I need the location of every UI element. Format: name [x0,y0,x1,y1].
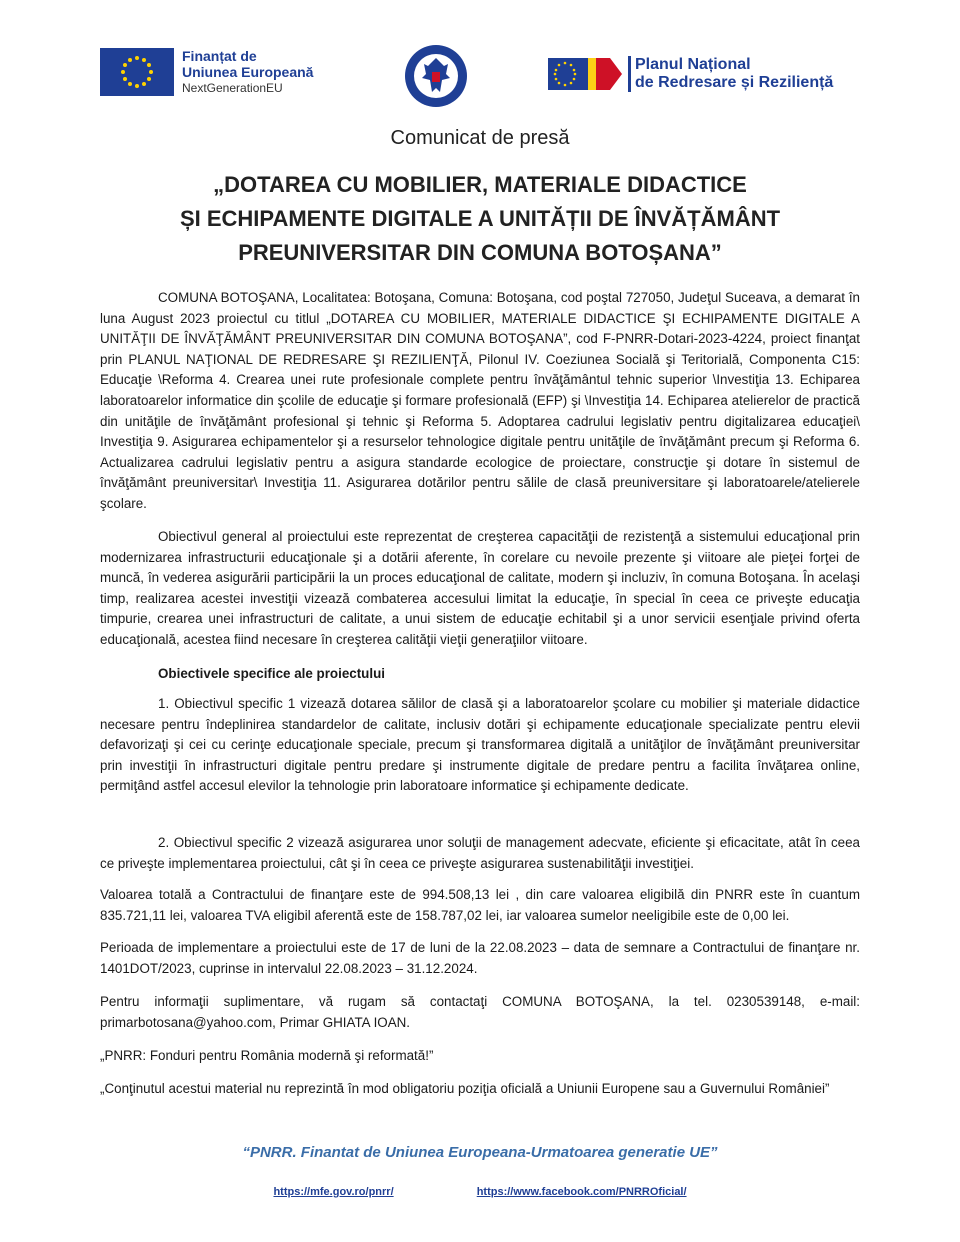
page-header [0,0,960,120]
footer-links [0,1186,960,1198]
paragraph-pnrr-slogan: „PNRR: Fonduri pentru România modernă şi reformată!” [100,1048,434,1063]
mfe-pnrr-link[interactable]: https://mfe.gov.ro/pnrr/ [273,1186,394,1198]
eu-logo [100,48,313,96]
paragraph-contract-value: Valoarea totală a Contractului de finanţare este de 994.508,13 lei , din care valoarea eligibilă din PNRR este în cuantum 835.721,11 lei, valoarea TVA eligibil aferentă este de 158.787,02 lei, iar valoarea sumelor neeligibile este de 0,00 lei. [100,887,860,923]
eu-flag-icon [100,48,174,96]
paragraph-disclaimer: „Conţinutul acestui material nu reprezintă în mod obligatoriu poziţia oficială a Uniunii Europene sau a Guvernului României” [100,1081,830,1096]
pnrr-logo [548,54,833,94]
pnrr-logo-line2: de Redresare și Reziliență [635,74,834,91]
title-line2: ȘI ECHIPAMENTE DIGITALE A UNITĂȚII DE ÎNVĂȚĂMÂNT [179,206,781,231]
eu-logo-line1: Finanțat de [182,48,257,64]
pnrr-flag-icon [548,54,624,94]
title-line3: PREUNIVERSITAR DIN COMUNA BOTOȘANA” [238,240,722,265]
pnrr-logo-line1: Planul Național [635,56,751,73]
section-heading-specific-objectives: Obiectivele specifice ale proiectului [158,666,385,681]
paragraph-contact-info: Pentru informaţii suplimentare, vă rugam să contactaţi COMUNA BOTOŞANA, la tel. 0230539148, e-mail: primarbotosana@yahoo.com, Primar GHIATA IOAN. [100,994,860,1030]
paragraph-specific-objective-1: 1. Obiectivul specific 1 vizează dotarea sălilor de clasă şi a laboratoarelor şcolare cu mobilier şi materiale didactice necesare pentru îndeplinirea standardelor de calitate, inclusiv dotări şi echipamente educaţionale specializate pentru elevii defavorizaţi şi cei cu cerinţe educaţionale speciale, precum şi transformarea digitală a unităţilor de învăţământ preuniversitar prin investiţii în infrastructuri digitale pentru predare şi instrumente digitale de predare pentru a facilita învăţarea online, permiţând astfel accesul elevilor la tehnologie prin laboratoare informatice şi echipamente dedicate. [100,696,860,794]
eu-logo-line3: NextGenerationEU [182,81,283,95]
document-subtitle: Comunicat de presă [390,127,570,149]
paragraph-specific-objective-2: 2. Obiectivul specific 2 vizează asigurarea unor soluţii de management adecvate, eficiente şi eficacitate, atât în ceea ce priveşte implementarea proiectului, cât şi în ceea ce priveşte asigurarea sustenabilităţii investiţiei. [100,835,860,871]
paragraph-project-intro: COMUNA BOTOŞANA, Localitatea: Botoşana, Comuna: Botoşana, cod poştal 727050, Judeţul Suceava, a demarat în luna August 2023 proiectul cu titlul „DOTAREA CU MOBILIER, MATERIALE DIDACTICE ŞI ECHIPAMENTE DIGITALE A UNITĂŢII DE ÎNVĂŢĂMÂNT PREUNIVERSITAR DIN COMUNA BOTOŞANA”, cod F-PNRR-Dotari-2023-4224, proiect finanţat prin PLANUL NAŢIONAL DE REDRESARE ŞI REZILIENŢĂ, Pilonul IV. Coeziunea Socială şi Teritorială, Componenta C15: Educaţie \Reforma 4. Crearea unei rute profesionale complete pentru învăţământul tehnic superior \Investiţia 13. Echiparea laboratoarelor informatice din şcolile de educaţie şi formare profesională (EFP) şi \Investiţia 14. Echiparea atelierelor de practică din unităţile de învăţământ profesional şi tehnic şi Reforma 5. Adoptarea cadrului legislativ pentru digitalizarea educaţiei\ Investiţia 9. Asigurarea echipamentelor şi a resurselor tehnologice digitale pentru unităţile de învăţământ precum şi Reforma 6. Actualizarea cadrului legislativ pentru a asigura standarde ecologice de proiectare, construcţie şi dotare în sistemul de învăţământ preuniversitar\ Investiţia 11. Asigurarea dotărilor pentru sălile de clasă preuniversitare şi laboratoarele/atelierele şcolare. [100,290,860,511]
paragraph-implementation-period: Perioada de implementare a proiectului este de 17 de luni de la 22.08.2023 – data de semnare a Contractului de finanţare nr. 1401DOT/2023, cuprinse in intervalul 22.08.2023 – 31.12.2024. [100,940,860,976]
eu-logo-line2: Uniunea Europeană [182,64,314,80]
facebook-pnrr-link[interactable]: https://www.facebook.com/PNRROficial/ [476,1186,687,1198]
paragraph-general-objective: Obiectivul general al proiectului este reprezentat de creşterea capacităţii de rezistenţă a sistemului educaţional prin modernizarea infrastructurii educaţionale şi a dotării aferente, în corelare cu nevoile prezente şi viitoare ale pieţei forţei de muncă, în vederea asigurării participării la un proces educaţional de calitate, modern şi incluziv, în comuna Botoşana. În acelaşi timp, realizarea acestei investiţii vizează combaterea accesului limitat la educaţie, în special în ceea ce priveşte educaţia timpurie, crearea unei infrastructuri de calitate, a unui sistem de educaţie echitabil şi a unor servicii esenţiale privind oferta educaţională, acestea fiind necesare în creşterea calităţii vieţii generaţiilor viitoare. [100,529,860,647]
footer-slogan: “PNRR. Finantat de Uniunea Europeana-Urmatoarea generatie UE” [242,1144,718,1161]
title-line1: „DOTAREA CU MOBILIER, MATERIALE DIDACTICE [213,172,747,197]
document-title [80,168,880,270]
romanian-government-crest-icon [404,44,468,108]
